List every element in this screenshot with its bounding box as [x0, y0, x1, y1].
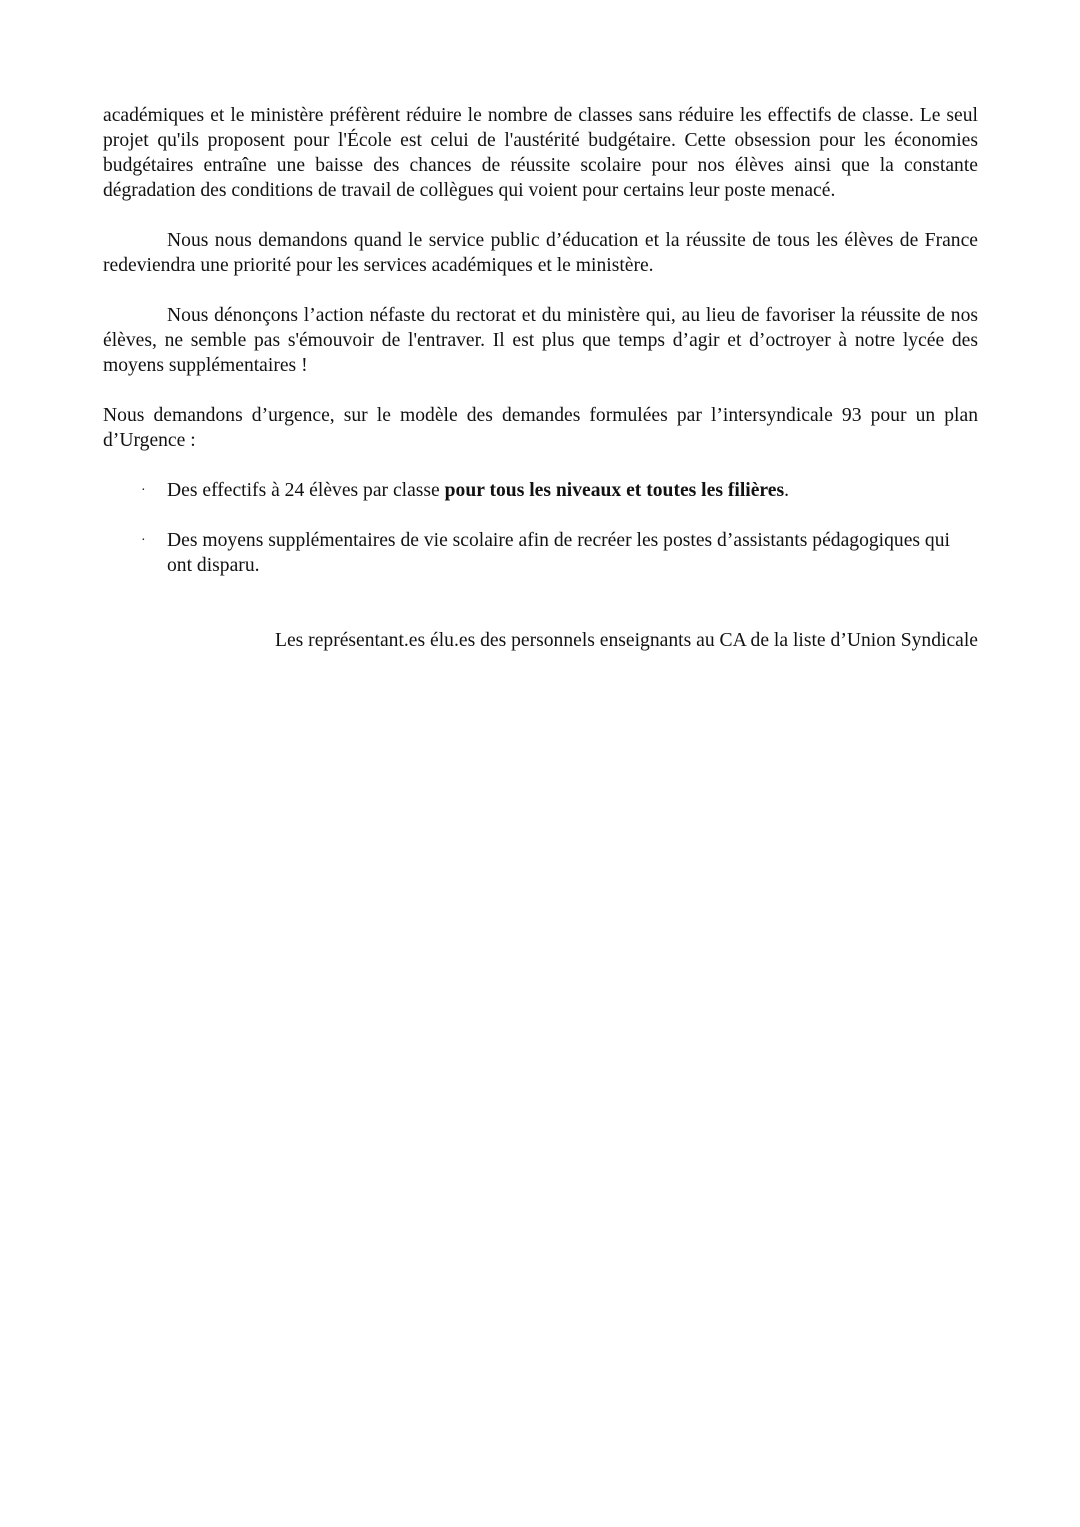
paragraph-demands-intro: Nous demandons d’urgence, sur le modèle des demandes formulées par l’intersyndicale 93 pour un plan d’Urgence : [103, 405, 978, 451]
bullet-dot-icon: · [141, 533, 146, 548]
demand-item-school-life [103, 528, 978, 578]
demand-emphasis-all-levels: pour tous les niveaux et toutes les filières [444, 480, 785, 501]
paragraph-austerity: académiques et le ministère préfèrent réduire le nombre de classes sans réduire les effectifs de classe. Le seul projet qu'ils proposent pour l'École est celui de l'austérité budgétaire. Cette obsession pour les économies budgétaires entraîne une baisse des chances de réussite scolaire pour nos élèves ainsi que la constante dégradation des conditions de travail de collègues qui voient pour certains leur poste menacé. [103, 105, 978, 201]
demand-punctuation: . [784, 480, 789, 501]
document-body [103, 103, 978, 653]
demand-text-class-size: Des effectifs à 24 élèves par classe [167, 480, 445, 501]
demands-list [103, 478, 978, 578]
signature-line: Les représentant.es élu.es des personnels enseignants au CA de la liste d’Union Syndicale [274, 630, 978, 651]
paragraph-priority-question: Nous nous demandons quand le service public d’éducation et la réussite de tous les élèves de France redeviendra une priorité pour les services académiques et le ministère. [103, 230, 978, 276]
bullet-dot-icon: · [141, 483, 146, 498]
paragraph-denunciation: Nous dénonçons l’action néfaste du rectorat et du ministère qui, au lieu de favoriser la réussite de nos élèves, ne semble pas s'émouvoir de l'entraver. Il est plus que temps d’agir et d’octroyer à notre lycée des moyens supplémentaires ! [103, 305, 978, 376]
demand-text-school-life: Des moyens supplémentaires de vie scolaire afin de recréer les postes d’assistants pédagogiques qui ont disparu. [167, 530, 950, 576]
demand-item-class-size [103, 478, 978, 503]
